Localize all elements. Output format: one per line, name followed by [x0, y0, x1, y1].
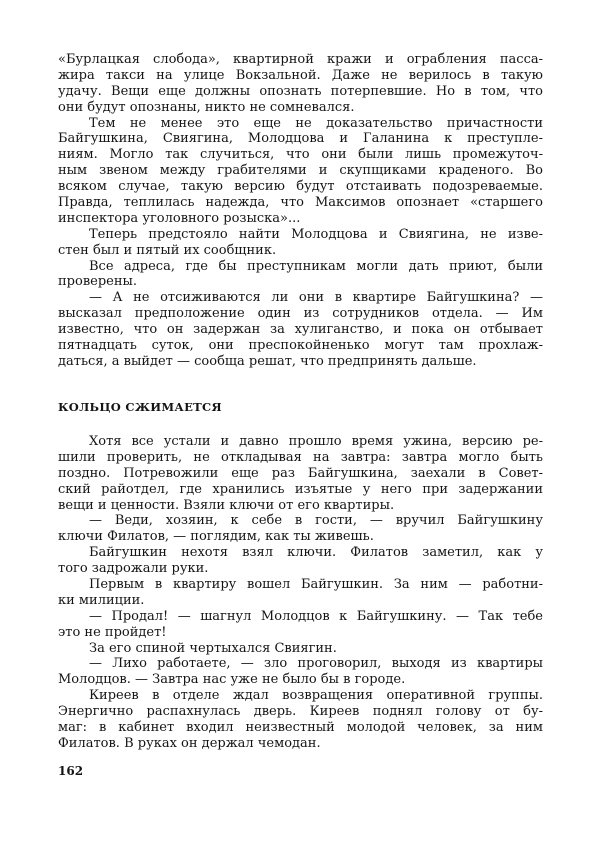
text-line: того задрожали руки. — [58, 561, 209, 577]
text-line: Киреев в отделе ждал возвращения оперативной группы. — [89, 688, 543, 704]
text-line: высказал предположение один из сотрудников отдела. — Им — [58, 306, 543, 322]
text-line: Хотя все устали и давно прошло время ужина, версию ре- — [89, 434, 543, 449]
paragraph — [58, 513, 543, 545]
paragraph — [58, 434, 543, 513]
text-line: Первым в квартиру вошел Байгушкин. За ним — работни- — [89, 577, 543, 593]
text-line: — Лихо работаете, — зло проговорил, выходя из квартиры — [89, 656, 543, 672]
paragraph — [58, 545, 543, 577]
text-line: шили проверить, не откладывая на завтра: завтра могло быть — [58, 449, 543, 465]
text-line: Теперь предстояло найти Молодцова и Свиягина, не изве- — [89, 226, 543, 242]
text-line: Все адреса, где бы преступникам могли дать приют, были — [89, 258, 543, 274]
text-line: вещи и ценности. Взяли ключи от его квартиры. — [58, 497, 395, 513]
text-line: известно, что он задержан за хулиганство, и пока он отбывает — [58, 322, 543, 338]
chapter-heading: КОЛЬЦО СЖИМАЕТСЯ — [58, 400, 222, 414]
text-line: поздно. Потревожили еще раз Байгушкина, заехали в Совет- — [58, 465, 543, 481]
paragraph — [58, 641, 543, 657]
paragraph — [58, 52, 543, 116]
text-line: проверены. — [58, 274, 137, 290]
paragraph — [58, 577, 543, 609]
text-line: маг: в кабинет входил неизвестный молодой человек, за ним — [58, 720, 543, 736]
paragraph — [58, 116, 543, 227]
text-line: «Бурлацкая слобода», квартирной кражи и ограбления пасса- — [58, 52, 543, 67]
text-line: стен был и пятый их сообщник. — [58, 242, 277, 258]
text-line: ки милиции. — [58, 592, 145, 608]
text-line: — Веди, хозяин, к себе в гости, — вручил Байгушкину — [89, 513, 543, 529]
text-line: Энергично распахнулась дверь. Киреев поднял голову от бу- — [58, 704, 543, 720]
paragraph — [58, 259, 543, 291]
text-line: Филатов. В руках он держал чемодан. — [58, 735, 321, 751]
text-line: Тем не менее это еще не доказательство причастности — [89, 115, 543, 131]
text-line: ным звеном между грабителями и скупщиками краденого. Во — [58, 163, 543, 179]
paragraph — [58, 656, 543, 688]
text-line: Молодцов. — Завтра нас уже не было бы в городе. — [58, 672, 406, 688]
paragraph — [58, 688, 543, 752]
text-line: ключи Филатов, — поглядим, как ты живешь. — [58, 529, 374, 545]
text-section-after-heading — [58, 434, 543, 752]
text-line: Байгушкин нехотя взял ключи. Филатов заметил, как у — [89, 545, 543, 561]
paragraph — [58, 290, 543, 369]
text-line: — А не отсиживаются ли они в квартире Байгушкина? — — [89, 290, 543, 306]
text-line: удачу. Вещи еще должны опознать потерпевшие. Но в том, что — [58, 83, 543, 99]
text-line: это не пройдет! — [58, 624, 167, 640]
text-line: они будут опознаны, никто не сомневался. — [58, 99, 355, 115]
text-line: всяком случае, такую версию будут отстаивать подозреваемые. — [58, 179, 543, 195]
text-line: Байгушкина, Свиягина, Молодцова и Галанина к преступле- — [58, 131, 543, 147]
text-line: Правда, теплилась надежда, что Максимов опознает «старшего — [58, 195, 543, 211]
text-line: — Продал! — шагнул Молодцов к Байгушкину. — Так тебе — [89, 608, 543, 624]
text-line: инспектора уголовного розыска»... — [58, 210, 301, 226]
text-line: жира такси на улице Вокзальной. Даже не верилось в такую — [58, 67, 543, 83]
text-line: ниям. Могло так случиться, что они были лишь промежуточ- — [58, 147, 543, 163]
paragraph — [58, 227, 543, 259]
paragraph — [58, 609, 543, 641]
text-line: За его спиной чертыхался Свиягин. — [89, 640, 337, 656]
text-line: даться, а выйдет — сообща решат, что предпринять дальше. — [58, 353, 477, 369]
text-line: ский райотдел, где хранились изъятые у него при задержании — [58, 481, 543, 497]
text-section-before-heading — [58, 52, 543, 370]
page-number: 162 — [58, 764, 84, 778]
text-line: пятнадцать суток, они преспокойненько могут там прохлаж- — [58, 338, 543, 354]
